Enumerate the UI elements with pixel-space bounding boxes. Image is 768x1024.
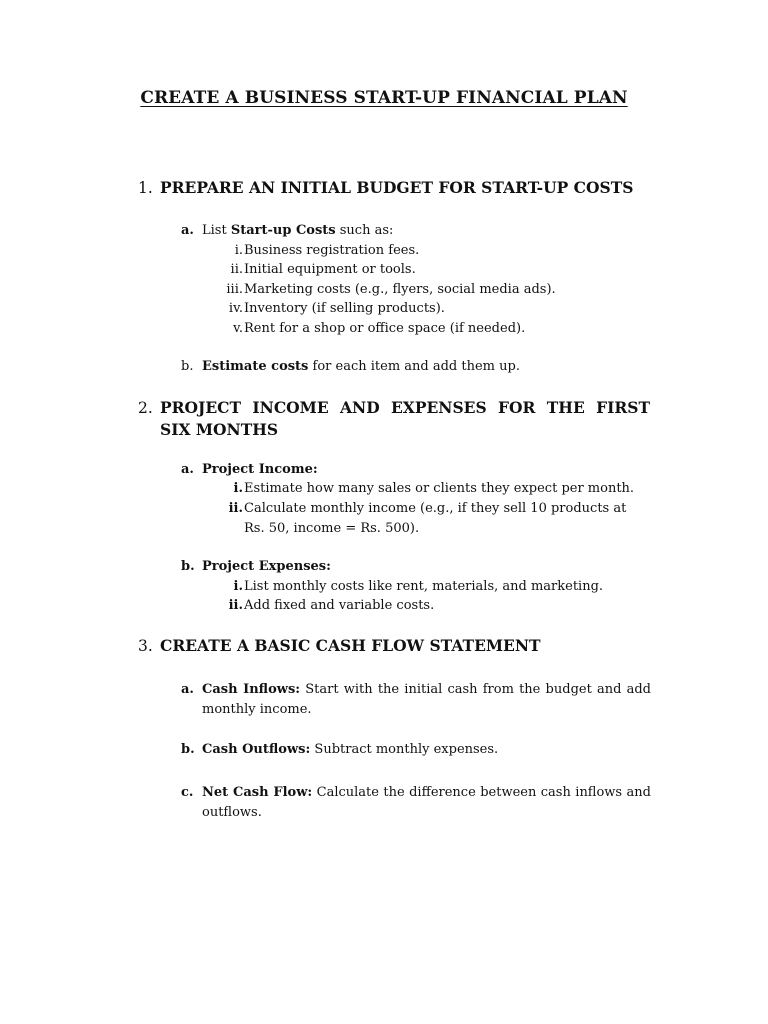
item-label: a.: [181, 462, 194, 477]
sub-item-text: Marketing costs (e.g., flyers, social media ads).: [244, 282, 556, 297]
sub-item-2b-i: [210, 577, 651, 597]
sub-item-2b-ii: [210, 596, 651, 616]
sub-item-text: Inventory (if selling products).: [244, 301, 445, 316]
item-text: List Start-up Costs such as:: [202, 223, 394, 238]
sub-item-1a-ii: [210, 260, 651, 280]
item-text: Cash Inflows: Start with the initial cash from the budget and add monthly income.: [202, 682, 652, 717]
roman-numeral: i.: [233, 579, 243, 594]
list-item-2b: [181, 557, 651, 577]
roman-numeral: ii.: [230, 262, 243, 277]
section-heading-2: [138, 397, 650, 441]
section-title: PROJECT INCOME AND EXPENSES FOR THE FIRST SIX MONTHS: [160, 398, 650, 439]
sub-item-text: Add fixed and variable costs.: [244, 598, 435, 613]
sub-item-text: Initial equipment or tools.: [244, 262, 416, 277]
roman-numeral: ii.: [228, 598, 243, 613]
list-item-3a: [181, 680, 651, 720]
item-text: Estimate costs for each item and add them up.: [202, 359, 520, 374]
roman-numeral: v.: [233, 321, 243, 336]
roman-numeral: i.: [234, 243, 243, 258]
sub-item-2a-i: [210, 479, 651, 499]
list-item-3b: [181, 740, 651, 760]
sub-item-1a-v: [210, 319, 651, 339]
section-number: 3.: [138, 637, 153, 655]
item-text: Net Cash Flow: Calculate the difference between cash inflows and outflows.: [202, 785, 651, 820]
item-text: Project Income:: [202, 462, 318, 477]
sub-item-1a-i: [210, 241, 651, 261]
list-item-3c: [181, 783, 651, 823]
roman-numeral: i.: [233, 481, 243, 496]
list-item-2a: [181, 460, 651, 480]
list-item-1a: [181, 221, 651, 241]
item-label: b.: [181, 359, 194, 374]
sub-item-2a-ii: [210, 499, 651, 539]
section-number: 1.: [138, 179, 153, 197]
sub-item-text: List monthly costs like rent, materials, and marketing.: [244, 579, 604, 594]
section-heading-3: [138, 635, 650, 657]
section-heading-1: [138, 177, 650, 199]
item-text: Cash Outflows: Subtract monthly expenses.: [202, 742, 499, 757]
sub-item-1a-iv: [210, 299, 651, 319]
list-item-1b: [181, 357, 651, 377]
item-label: b.: [181, 742, 195, 757]
roman-numeral: iv.: [228, 301, 243, 316]
item-text: Project Expenses:: [202, 559, 331, 574]
section-number: 2.: [138, 399, 153, 417]
roman-numeral: ii.: [228, 501, 243, 516]
item-label: b.: [181, 559, 195, 574]
sub-item-text: Rent for a shop or office space (if needed).: [244, 321, 526, 336]
sub-item-text: Estimate how many sales or clients they expect per month.: [244, 481, 635, 496]
item-label: a.: [181, 682, 194, 697]
sub-item-1a-iii: [210, 280, 651, 300]
document-title: CREATE A BUSINESS START-UP FINANCIAL PLAN: [140, 88, 628, 108]
roman-numeral: iii.: [226, 282, 243, 297]
item-label: a.: [181, 223, 194, 238]
sub-item-text: Business registration fees.: [244, 243, 420, 258]
sub-item-text: Calculate monthly income (e.g., if they sell 10 products at Rs. 50, income = Rs. 500).: [244, 501, 627, 536]
item-label: c.: [181, 785, 194, 800]
section-title: CREATE A BASIC CASH FLOW STATEMENT: [160, 636, 541, 655]
section-title: PREPARE AN INITIAL BUDGET FOR START-UP COSTS: [160, 178, 634, 197]
